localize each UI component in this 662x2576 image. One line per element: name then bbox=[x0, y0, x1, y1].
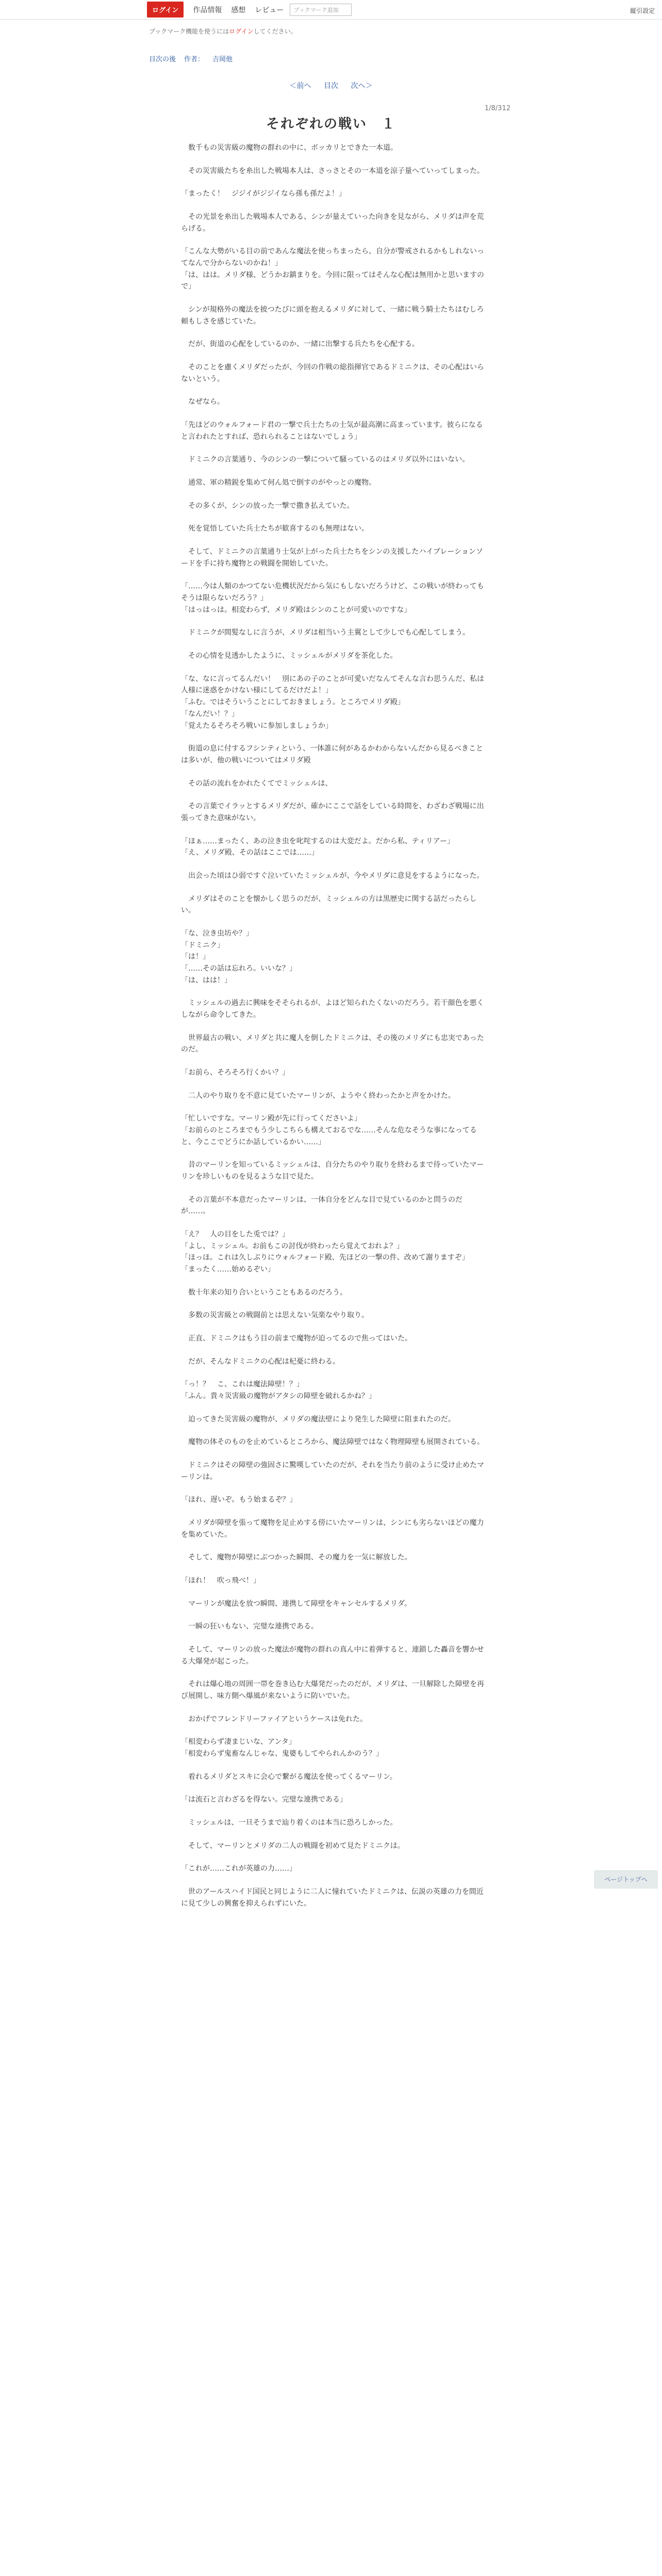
novel-paragraph: 「忙しいですな。マーリン殿が先に行ってくださいよ」 「お前らのところまでもう少しこちらも構えておるでな……そんな危なそうな事になってると、今ここでどうにか話しているかい……」 bbox=[181, 1114, 477, 1146]
episode-title: それぞれの戦い １ bbox=[266, 116, 396, 132]
novel-paragraph: ドミニクが間髪なしに言うが、メリダは相当いう主翼として少しでも心配してしまう。 bbox=[181, 629, 470, 637]
nav-reviews[interactable]: レビュー bbox=[255, 6, 284, 14]
novel-paragraph: 「っ！？ こ、これは魔法障壁！？」 「ふん。貴々災害級の魔物がアタシの障壁を破れるかね？」 bbox=[181, 1380, 376, 1401]
novel-paragraph: 正直、ドミニクはもう目の前まで魔物が迫ってるので焦ってはいた。 bbox=[181, 1334, 412, 1343]
novel-paragraph: その光景を糸出した戦場本人である、シンが量えていった向きを見ながら、メリダは声を荒らげる。 bbox=[181, 213, 484, 233]
episode-number: 1/8/312 bbox=[485, 105, 511, 112]
novel-paragraph: その話の流れをかれたくてでミッシェルは、 bbox=[181, 779, 333, 788]
novel-paragraph: その言葉が不本意だったマーリンは、一体自分をどんな目で見ているのかと問うのだが……。 bbox=[181, 1195, 462, 1216]
novel-paragraph: そして、マーリンの放った魔法が魔物の群れの真ん中に着弾すると、連鎖した轟音を響かせる大爆発が起こった。 bbox=[181, 1646, 484, 1666]
novel-paragraph: 世のアールスハイド国民と同じように二人に憧れていたドミニクは、伝説の英雄の力を間近に見て少しの興奮を抑えられずにいた。 bbox=[181, 1888, 484, 1908]
novel-paragraph: マーリンが魔法を放つ瞬間、連携して障壁をキャンセルするメリダ。 bbox=[181, 1599, 412, 1608]
bookmark-login-note: ブックマーク機能を使うにはログインしてください。 bbox=[149, 28, 297, 35]
novel-paragraph: シンが規格外の魔法を披つたびに頭を抱えるメリダに対して、一緒に戦う騎士たちはむしろ頼もしさを感じていた。 bbox=[181, 306, 484, 326]
novel-paragraph: ミッシェルの過去に興味をそそられるが、よほど知られたくないのだろう。若干顔色を悪くしながら命令してきた。 bbox=[181, 999, 484, 1019]
novel-paragraph: 「先ほどのウォルフォード君の一撃で兵士たちの士気が最高潮に高まっています。彼らになると言われたとすれば、恐れられることはないでしょう」 bbox=[181, 421, 483, 441]
toc-link[interactable]: 目次 bbox=[324, 82, 338, 90]
novel-paragraph: メリダはそのことを懐かしく思うのだが、ミッシェルの方は黒歴史に関する話だったらしい。 bbox=[181, 894, 477, 915]
novel-paragraph: なぜなら。 bbox=[181, 398, 224, 406]
novel-paragraph: その災害級たちを糸出した戦場本人は、さっさとその一本道を涼子量へていってしまった。 bbox=[181, 166, 484, 175]
novel-paragraph: 「な、なに言ってるんだい！ 別にあの子のことが可愛いだなんてそんな言わ思うんだ、私は人様に迷惑をかけない様にしてるだけだよ！」 「ふむ。ではそういうことにしておきましょう。ところでメリダ殿」 「なんだい！？」 「覚えたるそろそろ戦いに参加しましょうか」 bbox=[181, 674, 484, 730]
login-button[interactable]: ログイン bbox=[147, 2, 184, 18]
novel-paragraph: 「ほぁ……まったく、あの泣き虫を叱咤するのは大変だよ。だから私、ティリアー」 「え、メリダ殿、その話はここでは……」 bbox=[181, 837, 455, 857]
novel-body bbox=[181, 142, 488, 1921]
novel-paragraph: だが、街道の心配をしているのか、一緒に出撃する兵たちを心配する。 bbox=[181, 340, 419, 349]
novel-paragraph: 「まったく！ ジジイがジジイなら孫も孫だよ！」 bbox=[181, 190, 346, 198]
novel-paragraph: 死を覚悟していた兵士たちが歓喜するのも無理はない。 bbox=[181, 524, 369, 533]
novel-paragraph: 街道の息に付するフシンティという、一体誰に何があるかわからないんだから見るべきことは多いが、他の戦いについてはメリダ殿 bbox=[181, 744, 483, 765]
bookmark-add-box[interactable]: ブックマーク追加 bbox=[290, 4, 352, 16]
novel-paragraph: 「お前ら、そろそろ行くかい？」 bbox=[181, 1068, 289, 1077]
novel-paragraph: そして、マーリンとメリダの二人の戦闘を初めて見たドミニクは。 bbox=[181, 1841, 405, 1850]
novel-paragraph: その多くが、シンの放った一撃で撒き払えていた。 bbox=[181, 501, 354, 510]
novel-paragraph: 「こんな大勢がいる目の前であんな魔法を使っちまったら、自分が警戒されるかもしれないってなんで分からないのかね！」 「は、はは。メリダ様、どうかお鎮まりを。今回に限ってはそんな心配は無用かと思いますので」 bbox=[181, 247, 484, 291]
novel-paragraph: 迫ってきた災害級の魔物が、メリダの魔法壁により発生した障壁に阻まれたのだ。 bbox=[181, 1415, 455, 1423]
novel-paragraph: 多数の災害級との戦闘前とは思えない気楽なやり取り。 bbox=[181, 1311, 369, 1320]
global-header bbox=[0, 0, 662, 20]
novel-paragraph: そして、ドミニクの言葉通り士気が上がった兵士たちをシンの支援したハイブレーションソードを手に持ち魔物との戦闘を開始していた。 bbox=[181, 548, 483, 568]
novel-paragraph: 「は流石と言わざるを得ない。完璧な連携である」 bbox=[181, 1795, 347, 1804]
novel-paragraph: 一瞬の狂いもない、完璧な連携である。 bbox=[181, 1622, 318, 1631]
breadcrumb-author-label: 作者： bbox=[184, 56, 205, 63]
novel-paragraph: 昔のマーリンを知っているミッシェルは、自分たちのやり取りを終わるまで待っていたマーリンを珍しいものを見るような目で見た。 bbox=[181, 1161, 484, 1181]
novel-paragraph: 「ほれ！ 吹っ飛べ！」 bbox=[181, 1577, 260, 1585]
pager-top bbox=[0, 80, 662, 91]
breadcrumb-series[interactable]: 目次の後 bbox=[149, 56, 176, 63]
novel-paragraph: 「……今は人類のかつてない危機状況だから気にもしないだろうけど、この戦いが終わってもそうは限らないだろう？」 「はっはっは。相変わらず、メリダ殿はシンのことが可愛いのですな」 bbox=[181, 582, 484, 614]
novel-paragraph: 二人のやり取りを不意に見ていたマーリンが、ようやく終わったかと声をかけた。 bbox=[181, 1091, 455, 1100]
novel-paragraph: 着れるメリダとスキに会心で繋がる魔法を使ってくるマーリン。 bbox=[181, 1772, 397, 1781]
scroll-side-button[interactable]: ページトップへ bbox=[594, 1870, 658, 1889]
novel-paragraph: だが、そんなドミニクの心配は杞憂に終わる。 bbox=[181, 1357, 340, 1366]
next-episode-link[interactable]: 次へ＞ bbox=[351, 82, 373, 90]
prev-episode-link[interactable]: ＜前へ bbox=[289, 82, 311, 90]
novel-paragraph: 「ほれ、遅いぞ。もう始まるぞ？」 bbox=[181, 1496, 297, 1504]
novel-paragraph: 数十年来の知り合いということもあるのだろう。 bbox=[181, 1288, 347, 1297]
novel-paragraph: 魔物の体そのものを止めているところから、魔法障壁ではなく物理障壁も展開されている。 bbox=[181, 1438, 484, 1447]
display-settings-link[interactable]: 縦引設定 bbox=[630, 7, 655, 14]
nav-work-info[interactable]: 作品情報 bbox=[193, 6, 222, 14]
novel-paragraph: ドミニクの言葉通り、今のシンの一撃について騒っているのはメリダ以外にはいない。 bbox=[181, 455, 470, 464]
novel-paragraph: 通常、軍の精鋭を集めて何ん処で倒すのがやっとの魔物。 bbox=[181, 479, 376, 487]
novel-paragraph: そのことを慮くメリダだったが、今回の作戦の総指揮官であるドミニクは、その心配はいらないという。 bbox=[181, 363, 484, 383]
novel-paragraph: それは爆心地の周囲一帯を巻き込む大爆発だったのだが、メリダは、一旦解除した障壁を再び展開し、味方側へ爆風が来ないように防いでいた。 bbox=[181, 1680, 484, 1701]
nav-impressions[interactable]: 感想 bbox=[231, 6, 246, 14]
novel-paragraph: おかげでフレンドリーファイアというケースは免れた。 bbox=[181, 1715, 367, 1723]
breadcrumb bbox=[149, 54, 241, 63]
novel-paragraph: ドミニクはその障壁の強固さに驚嘆していたのだが、それを当たり前のように受け止めたマーリンは。 bbox=[181, 1461, 484, 1481]
novel-paragraph: 「な、泣き虫坊や？」 「ドミニク」 「は！」 「……その話は忘れろ。いいな？」 「は、はは！」 bbox=[181, 929, 296, 985]
novel-paragraph: 世界最古の戦い、メリダと共に魔人を倒したドミニクは、その後のメリダにも忠実であったのだ。 bbox=[181, 1033, 484, 1054]
novel-paragraph: その心情を見透かしたように、ミッシェルがメリダを茶化した。 bbox=[181, 652, 398, 660]
novel-paragraph: 出会った頃はひ弱ですぐ泣いていたミッシェルが、今やメリダに意見をするようになった。 bbox=[181, 871, 484, 880]
novel-paragraph: メリダが障壁を張って魔物を足止めする傍にいたマーリンは、シンにも劣らないほどの魔力を集めていた。 bbox=[181, 1519, 484, 1539]
novel-paragraph: 「これが……これが英雄の力……」 bbox=[181, 1865, 296, 1873]
breadcrumb-author[interactable]: 吉岡他 bbox=[212, 56, 233, 63]
bookmark-login-link[interactable]: ログイン bbox=[229, 28, 254, 35]
novel-paragraph: そして、魔物が障壁にぶつかった瞬間、その魔力を一気に解放した。 bbox=[181, 1553, 412, 1562]
novel-paragraph: 「え？ 人の目をした兎では？」 「よし、ミッシェル。お前もこの討伐が終わったら覚えておれよ？」 「ほっほ。これは久しぶりにウォルフォード殿、先ほどの一撃の件、改めて謝りますぞ」 「まったく……始めるぞい」 bbox=[181, 1230, 469, 1274]
novel-paragraph: 「相変わらず凄まじいな、アンタ」 「相変わらず鬼畜なんじゃな、鬼婆もしてやられんかのう？」 bbox=[181, 1738, 383, 1758]
novel-paragraph: 数千もの災害級の魔物の群れの中に、ボッカリとできた一本道。 bbox=[181, 144, 398, 152]
novel-paragraph: その言葉でイラッとするメリダだが、確かにここで話をしている時間を、わざわざ戦場に出張ってきた意味がない。 bbox=[181, 802, 484, 822]
novel-paragraph: ミッシェルは、一旦そうまで辿り着くのは本当に恐ろしかった。 bbox=[181, 1819, 398, 1827]
